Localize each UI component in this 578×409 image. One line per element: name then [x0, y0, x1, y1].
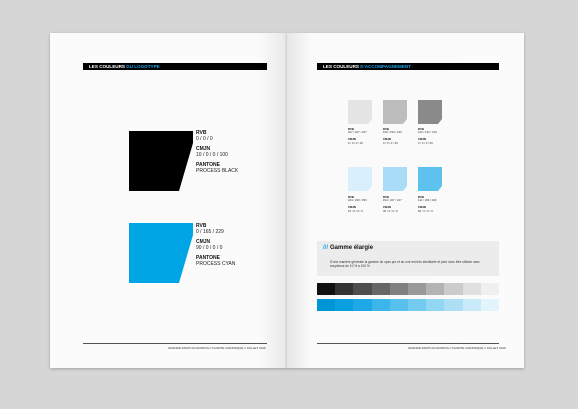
black-cmjn-value: 10 / 0 / 0 / 100 [196, 152, 228, 158]
black-pantone-label: PANTONE [196, 162, 220, 168]
grey-chip-3-cmjn: 0 / 0 / 0 / 50 [418, 140, 433, 145]
right-header-bar [317, 63, 499, 70]
black-pantone-value: PROCESS BLACK [196, 168, 239, 174]
cyan-cmjn-value: 90 / 0 / 0 / 0 [196, 245, 223, 251]
grey-chip-3-cmjn-label: CMJN [418, 137, 426, 142]
gamme-elargie-box [317, 241, 499, 276]
cyan-scale-swatch-7 [426, 299, 444, 311]
blue-chip-1-cmjn-label: CMJN [348, 205, 356, 210]
left-header-bar [83, 63, 267, 70]
cyan-scale-swatch-10 [481, 299, 499, 311]
grey-scale-swatch-4 [372, 283, 390, 295]
grey-scale-swatch-6 [408, 283, 426, 295]
cyan-pantone-label: PANTONE [196, 255, 220, 261]
black-rvb-value: 0 / 0 / 0 [196, 136, 213, 142]
blue-chip-3-rvb: 111 / 196 / 240 [418, 198, 437, 203]
blue-chip-2-cmjn-label: CMJN [383, 205, 391, 210]
blue-chip-3-cmjn: 60 / 0 / 0 / 0 [418, 208, 433, 213]
blue-chip-1 [348, 167, 372, 191]
black-swatch-shape [129, 131, 193, 191]
cyan-rvb-value: 0 / 165 / 229 [196, 229, 224, 235]
cyan-scale-swatch-8 [444, 299, 462, 311]
grey-chip-2-cmjn-label: CMJN [383, 137, 391, 142]
grey-chip-2-rvb: 190 / 190 / 190 [383, 130, 402, 135]
grey-chip-3 [418, 100, 442, 124]
blue-chip-3-text [418, 196, 436, 213]
cyan-rvb-label: RVB [196, 223, 207, 229]
grey-scale-swatch-5 [390, 283, 408, 295]
grey-scale-swatch-9 [463, 283, 481, 295]
grey-chip-1-rvb: 227 / 227 / 227 [348, 130, 367, 135]
cyan-cmjn-label: CMJN [196, 239, 211, 245]
cyan-scale-swatch-4 [372, 299, 390, 311]
cyan-scale-swatch-6 [408, 299, 426, 311]
grey-chip-1-cmjn: 0 / 0 / 0 / 10 [348, 140, 363, 145]
cyan-swatch [129, 223, 193, 283]
grey-scale-swatch-1 [317, 283, 335, 295]
blue-chip-3-cmjn-label: CMJN [418, 205, 426, 210]
gamme-title-text: Gamme élargie [330, 245, 374, 251]
cyan-scale-swatch-2 [335, 299, 353, 311]
cyan-swatch-shape [129, 223, 193, 283]
grey-chip-2-text [383, 128, 402, 145]
gamme-slashes: /// [323, 245, 329, 251]
left-footer-text: GRANDE PARIS ACCESSION // CHARTE GRAPHIQUE // JUILLET 2016 [168, 346, 266, 350]
cyan-pantone-value: PROCESS CYAN [196, 261, 236, 267]
grey-chip-3-rvb-label: RVB [418, 127, 424, 131]
left-page [50, 33, 287, 368]
grey-scale-swatch-2 [335, 283, 353, 295]
grey-chip-2-cmjn: 0 / 0 / 0 / 30 [383, 140, 398, 145]
cyan-scale-row [317, 299, 499, 311]
black-rvb-label: RVB [196, 130, 207, 136]
blue-chip-2-rvb: 194 / 227 / 247 [383, 198, 402, 203]
grey-chip-2 [383, 100, 407, 124]
blue-chip-3 [418, 167, 442, 191]
gamme-title [323, 245, 373, 251]
black-swatch [129, 131, 193, 191]
left-header-prefix: LES COULEURS [89, 64, 125, 69]
cyan-spec [196, 223, 235, 267]
right-header-accent: D'ACCOMPAGNEMENT [360, 64, 412, 69]
grey-chip-2-rvb-label: RVB [383, 127, 389, 131]
cyan-scale-swatch-9 [463, 299, 481, 311]
right-footer-line [317, 343, 499, 344]
blue-chip-2 [383, 167, 407, 191]
blue-chip-2-cmjn: 30 / 0 / 0 / 0 [383, 208, 398, 213]
left-footer-line [83, 343, 267, 344]
left-header-accent: DU LOGOTYPE [126, 64, 160, 69]
gamme-description: D'une manière générale la gamme du cyan pur et du noir est très identitaire et peut donc être utilisée avec soupleuse de 10 % à 100 % [330, 260, 480, 269]
blue-chip-1-rvb: 224 / 239 / 250 [348, 198, 367, 203]
blue-chip-3-rvb-label: RVB [418, 195, 424, 199]
brochure-spread [50, 33, 524, 368]
grey-scale-swatch-7 [426, 283, 444, 295]
blue-chip-1-rvb-label: RVB [348, 195, 354, 199]
cyan-scale-swatch-1 [317, 299, 335, 311]
grey-chip-3-text [418, 128, 437, 145]
grey-chip-1-cmjn-label: CMJN [348, 137, 356, 142]
grey-scale-swatch-8 [444, 283, 462, 295]
grey-chip-1-rvb-label: RVB [348, 127, 354, 131]
right-header-prefix: LES COULEURS [323, 64, 359, 69]
right-page [287, 33, 524, 368]
grey-scale-row [317, 283, 499, 295]
grey-scale-swatch-10 [481, 283, 499, 295]
black-cmjn-label: CMJN [196, 146, 211, 152]
grey-chip-1 [348, 100, 372, 124]
blue-chip-2-text [383, 196, 402, 213]
blue-chip-2-rvb-label: RVB [383, 195, 389, 199]
grey-chip-3-rvb: 140 / 140 / 140 [418, 130, 437, 135]
grey-scale-swatch-3 [353, 283, 371, 295]
grey-chip-1-text [348, 128, 367, 145]
black-spec [196, 130, 238, 174]
blue-chip-1-cmjn: 15 / 0 / 0 / 0 [348, 208, 363, 213]
cyan-scale-swatch-5 [390, 299, 408, 311]
right-footer-text: GRANDE PARIS ACCESSION // CHARTE GRAPHIQUE // JUILLET 2016 [408, 346, 506, 350]
blue-chip-1-text [348, 196, 367, 213]
cyan-scale-swatch-3 [353, 299, 371, 311]
